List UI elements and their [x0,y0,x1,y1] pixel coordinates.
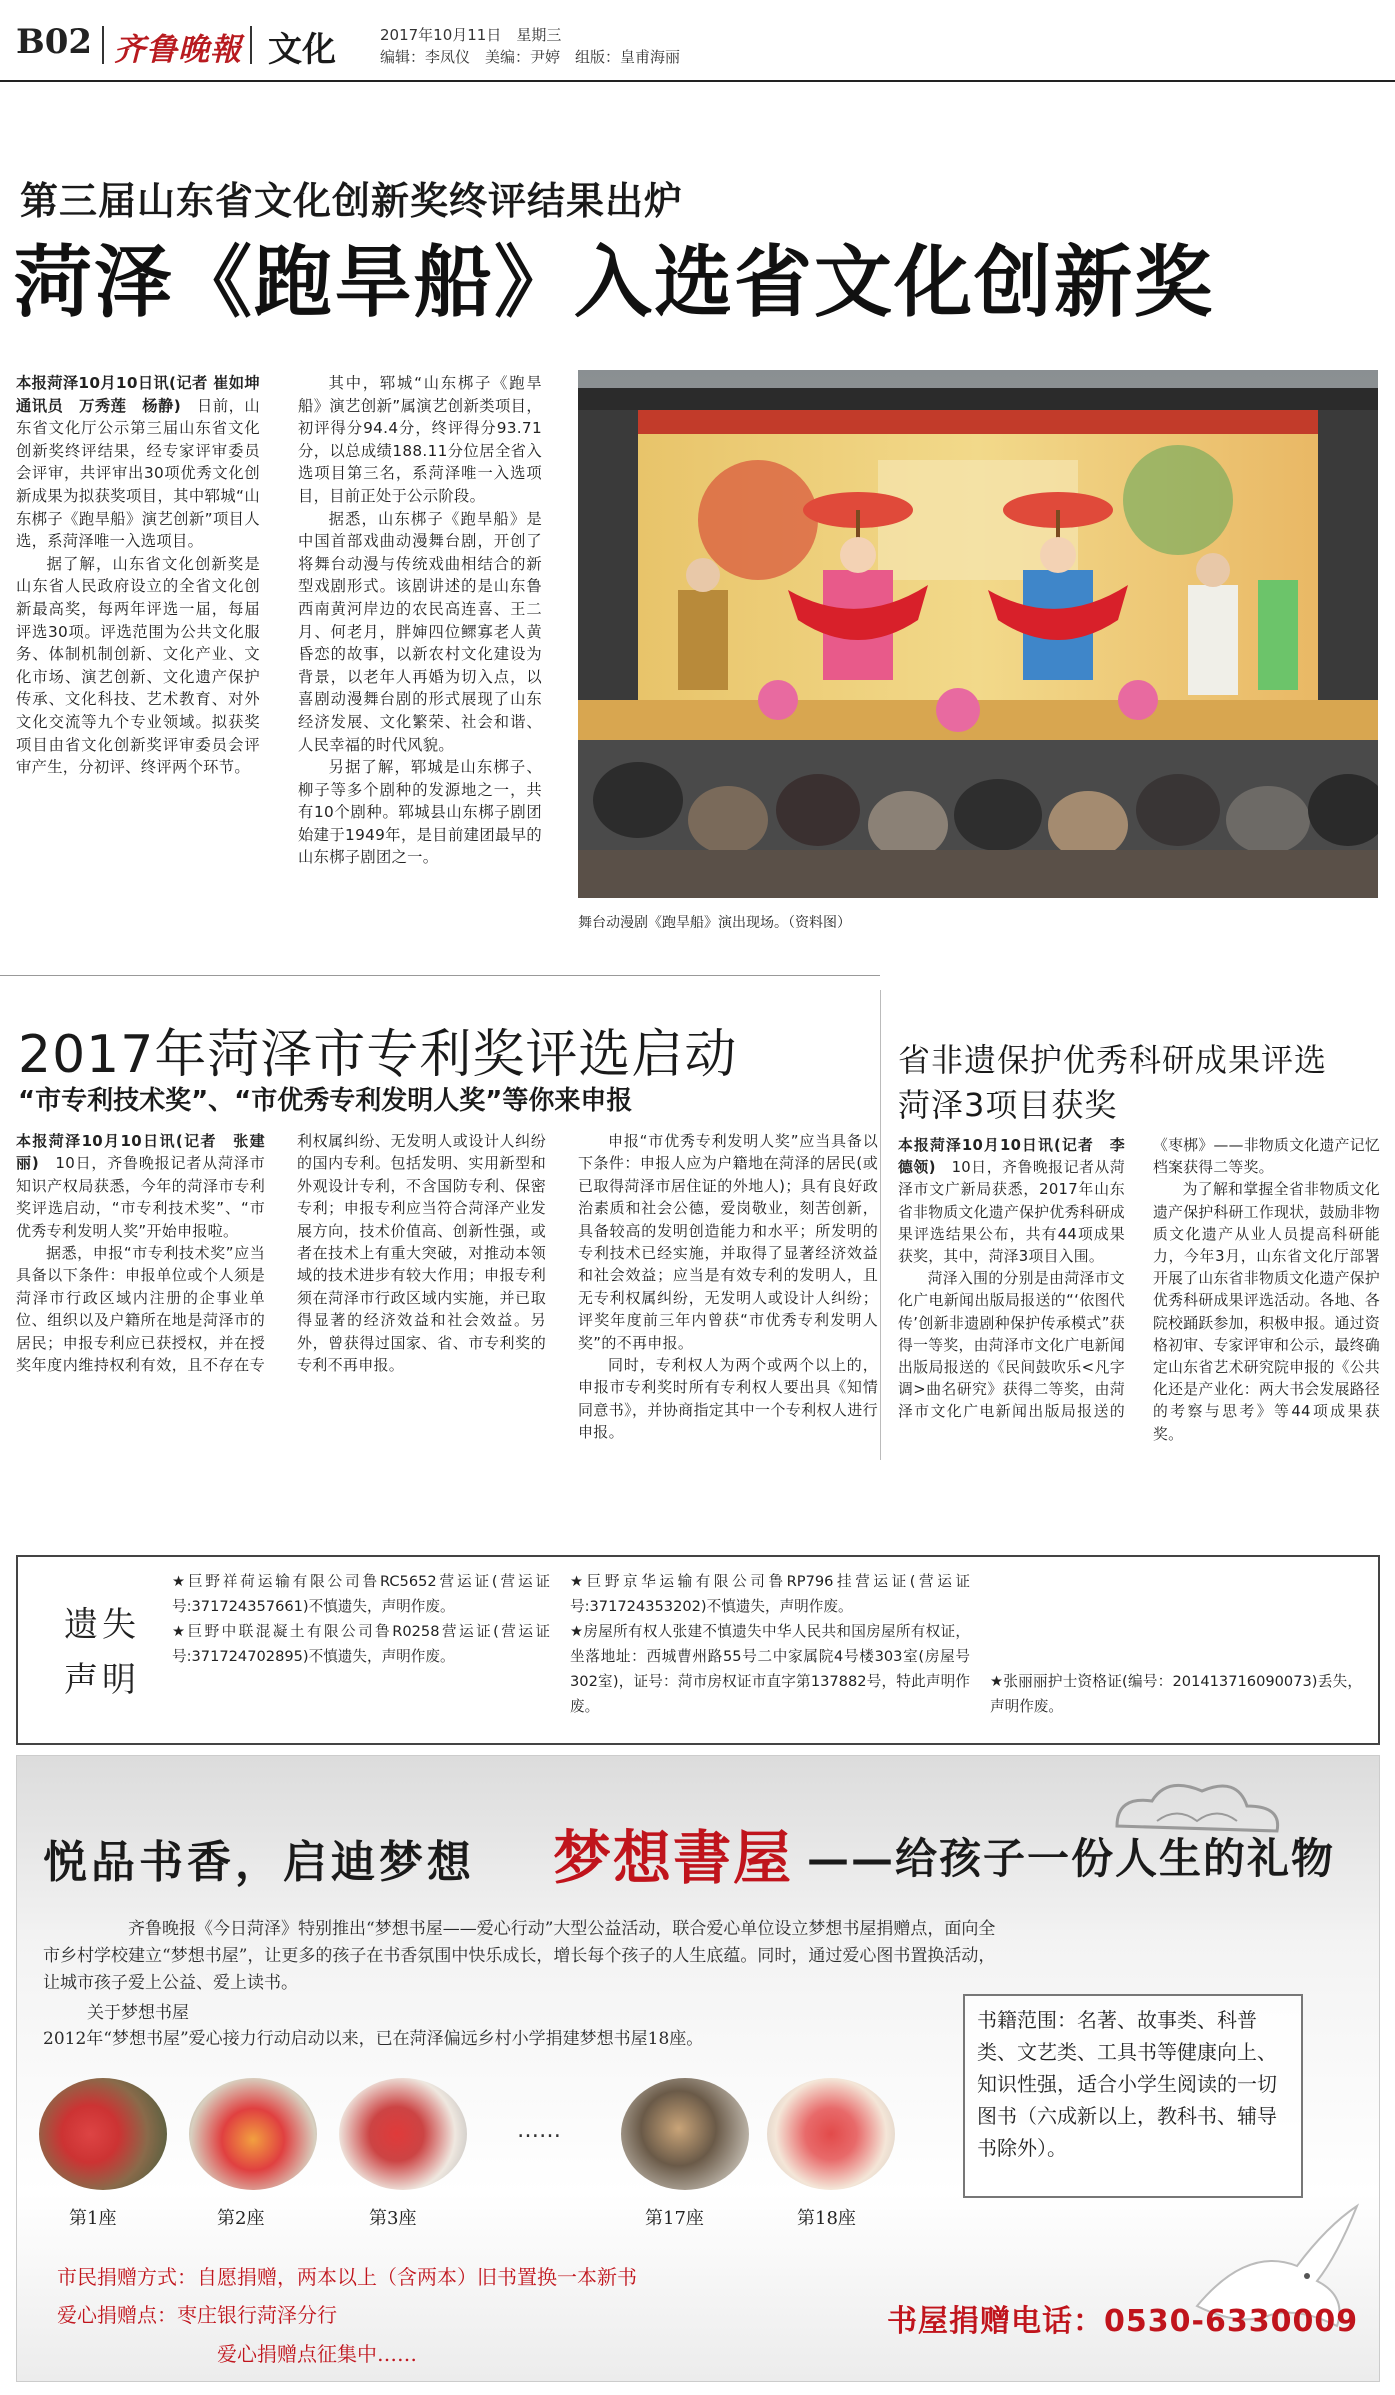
ad-about-body: 2012年“梦想书屋”爱心接力行动启动以来，已在菏泽偏远乡村小学捐建梦想书屋18座。 [43,2029,704,2049]
photo-caption: 舞台动漫剧《跑旱船》演出现场。（资料图） [578,915,851,931]
story2-headline: 2017年菏泽市专利奖评选启动 [18,1025,738,1085]
story2-columns-right [578,1130,878,1460]
donation-phone: 书屋捐赠电话：0530-6330009 [887,2304,1359,2339]
donation-method [57,2261,637,2290]
story1-para-5: 另据了解，郓城是山东梆子、柳子等多个剧种的发源地之一，共有10个剧种。郓城县山东梆子剧团始建于1949年，是目前建团最早的山东梆子剧团之一。 [298,758,542,867]
story2-para-3: 申报“市优秀专利发明人奖”应当具备以下条件：申报人应为户籍地在菏泽的居民(或已取得菏泽市居住证的外地人)；具有良好政治素质和社会公德，爱岗敬业，刻苦创新，具备较高的发明创造能力和水平；所发明的专利技术已经实施，并取得了显著经济效益和社会效益；应当是有效专利的发明人，且无专利权属纠纷，无发明人或设计人纠纷；评奖年度前三年内曾获“市优秀专利发明人奖”的不再申报。 [578,1132,878,1352]
donation-point-text: 枣庄银行菏泽分行 [177,2303,337,2327]
section-divider [0,975,880,976]
lost-notice-box [16,1555,1380,1745]
ad-about-title: 关于梦想书屋 [87,2003,189,2023]
donation-method-text: 自愿捐赠，两本以上（含两本）旧书置换一本新书 [197,2265,637,2289]
story3-para-1: 10日，齐鲁晚报记者从菏泽市文广新局获悉，2017年山东省非物质文化遗产保护优秀科研成果评选结果公布，共有44项成果获奖，其中，菏泽3项目入围。 [898,1159,1125,1266]
bookhouse-photo-17 [621,2078,749,2190]
notice-title-line2: 声明 [64,1660,140,1700]
donation-method-label: 市民捐赠方式： [57,2265,197,2289]
story1-column-2 [298,372,542,869]
bookhouse-photo-2 [189,2078,317,2190]
story3-byline: 本报菏泽10月10日讯(记者 李德领) [898,1137,1125,1177]
donation-point-recruiting: 爱心捐赠点征集中…… [217,2342,417,2366]
column-divider [880,990,881,1460]
story1-kicker: 第三届山东省文化创新奖终评结果出炉 [20,179,684,223]
story1-column-1 [16,372,276,779]
story3-headline-line2: 菏泽3项目获奖 [898,1086,1118,1124]
bookhouse-photo-3 [339,2078,467,2190]
story1-para-2: 据了解，山东省文化创新奖是山东省人民政府设立的全省文化创新最高奖，每两年评选一届，每届评选30项。评选范围为公共文化服务、体制机制创新、文化产业、文化市场、演艺创新、文化遗产保护传承、文化科技、艺术教育、对外文化交流等九个专业领域。拟获奖项目由省文化创新奖评审委员会评审产生，分初评、终评两个环节。 [16,554,260,777]
stage-photo [578,370,1378,898]
ad-tagline: ——给孩子一份人生的礼物 [807,1834,1336,1883]
story3-para-3: 为了解和掌握全省非物质文化遗产保护科研工作现状，鼓励非物质文化遗产从业人员提高科研能力，今年3月，山东省文化厅部署开展了山东省非物质文化遗产保护优秀科研成果评选活动。各地、各院校踊跃参加，积极申报。通过资格初审、专家评审和公示，最终确定山东省艺术研究院申报的《公共化还是产业化：两大书会发展路径的考察与思考》等44项成果获奖。 [1153,1181,1380,1443]
story3-columns [898,1135,1380,1460]
story2-para-2: 据悉，申报“市专利技术奖”应当具备以下条件：申报单位或个人须是菏泽市行政区域内注册的企事业单位、组织以及户籍所在地是菏泽市的居民；申报专利应已获授权，并在授奖年度内维持权利有效，且不存在专利权属纠纷、无发明人或设计人纠纷的国内专利。包括发明、实用新型和外观设计专利，不含国防专利、保密专利；申报专利应当符合菏泽产业发展方向，技术价值高、创新性强，或者在技术上有重大突破，对推动本领域的技术进步有较大作用；申报专利须在菏泽市行政区域内实施，并已取得显著的经济效益和社会效益。另外，曾获得过国家、省、市专利奖的专利不再申报。 [16,1132,546,1375]
bookhouse-photo-18 [767,2078,895,2190]
book-scope-text: 书籍范围：名著、故事类、科普类、文艺类、工具书等健康向上、知识性强，适合小学生阅读的一切图书（六成新以上，教科书、辅导书除外）。 [977,2008,1277,2160]
story2-para-4: 同时，专利权人为两个或两个以上的，申报市专利奖时所有专利权人要出具《知情同意书》，并协商指定其中一个专利权人进行申报。 [578,1356,878,1442]
bookhouse-photo-17-label: 第17座 [645,2208,704,2229]
notice-col-1: ★巨野祥荷运输有限公司鲁RC5652营运证(营运证号:371724357661)不慎遗失，声明作废。 ★巨野中联混凝土有限公司鲁R0258营运证(营运证号:371724702895)不慎遗失，声明作废。 [172,1573,550,1665]
story1-para-3: 其中，郓城“山东梆子《跑旱船》演艺创新”属演艺创新类项目，初评得分94.4分，终评得分93.71分，以总成绩188.11分位居全省入选项目第三名，系菏泽唯一入选项目，目前正处于公示阶段。 [298,374,542,505]
story1-byline: 本报菏泽10月10日讯(记者 崔如坤 通讯员 万秀莲 杨静) [16,374,276,415]
story2-para-1: 10日，齐鲁晚报记者从菏泽市知识产权局获悉，今年的菏泽市专利奖评选启动，“市专利技术奖”、“市优秀专利发明人奖”开始申报啦。 [16,1154,265,1240]
donation-point [57,2299,337,2328]
notice-title [42,1597,162,1701]
masthead-rule [0,80,1395,82]
story3-para-2: 菏泽入围的分别是由菏泽市文化广电新闻出版局报送的“‘依图代传’创新非遗剧种保护传承模式”获得一等奖，由菏泽市文化广电新闻出版局报送的《民间鼓吹乐<凡字调>曲名研究》获得二等奖，由菏泽市文化广电新闻出版局报送的《枣梆》——非物质文化遗产记忆档案获得二等奖。 [898,1137,1380,1421]
ad-slogan: 悦品书香，启迪梦想 [43,1837,475,1888]
bookhouse-photo-18-label: 第18座 [797,2208,856,2229]
story2-columns [16,1130,546,1460]
ad-body: 齐鲁晚报《今日菏泽》特别推出“梦想书屋——爱心行动”大型公益活动，联合爱心单位设立梦想书屋捐赠点，面向全市乡村学校建立“梦想书屋”，让更多的孩子在书香氛围中快乐成长，增长每个孩子的人生底蕴。同时，通过爱心图书置换活动，让城市孩子爱上公益、爱上读书。 [43,1919,996,1993]
notice-col-2: ★巨野京华运输有限公司鲁RP796挂营运证(营运证号:371724353202)不慎遗失，声明作废。 ★房屋所有权人张建不慎遗失中华人民共和国房屋所有权证，坐落地址：西城曹州路55号二中家属院4号楼303室(房屋号302室)，证号：菏市房权证市直字第137882号，特此声明作废。 [570,1573,970,1715]
staff-credits: 编辑：李凤仪 美编：尹婷 组版：皇甫海丽 [380,48,681,66]
story2-byline: 本报菏泽10月10日讯(记者 张建丽) [16,1132,265,1173]
story3-headline-line1: 省非遗保护优秀科研成果评选 [898,1041,1328,1079]
bookhouse-photo-1 [39,2078,167,2190]
donation-point-label: 爱心捐赠点： [57,2303,177,2327]
dream-bookhouse-ad [16,1755,1380,2382]
bookhouse-photo-3-label: 第3座 [369,2208,417,2229]
bookhouse-photo-1-label: 第1座 [69,2208,117,2229]
issue-date: 2017年10月11日 星期三 [380,26,562,44]
photo-ellipsis: …… [517,2118,561,2143]
story2-subhead: “市专利技术奖”、“市优秀专利发明人奖”等你来申报 [18,1086,633,1116]
ad-brand: 梦想書屋 [553,1824,794,1892]
story1-para-4: 据悉，山东梆子《跑旱船》是中国首部戏曲动漫舞台剧，开创了将舞台动漫与传统戏曲相结合的新型戏剧形式。该剧讲述的是山东鲁西南黄河岸边的农民高连喜、王二月、何老月，胖婶四位鳏寡老人黄昏恋的故事，以新农村文化建设为背景，以老年人再婚为切入点，以喜剧动漫舞台剧的形式展现了山东经济发展、文化繁荣、社会和谐、人民幸福的时代风貌。 [298,509,542,754]
masthead-divider [250,26,252,64]
notice-col-3: ★张丽丽护士资格证(编号：201413716090073)丢失，声明作废。 [990,1673,1362,1715]
story1-para-1: 日前，山东省文化厅公示第三届山东省文化创新奖终评结果，经专家评审委员会评审，共评审出30项优秀文化创新成果为拟获奖项目，其中郓城“山东梆子《跑旱船》演艺创新”项目人选，系菏泽唯一入选项目。 [16,396,260,551]
bookhouse-photo-2-label: 第2座 [217,2208,265,2229]
story1-headline: 菏泽《跑旱船》入选省文化创新奖 [14,238,1215,328]
book-scope-box [963,1994,1303,2198]
page-code: B02 [16,22,93,62]
section-title: 文化 [268,30,336,70]
stage-photo-art [578,370,1378,898]
masthead-divider [102,26,104,64]
notice-title-line1: 遗失 [64,1605,140,1645]
paper-logo: 齐鲁晚報 [114,32,242,68]
